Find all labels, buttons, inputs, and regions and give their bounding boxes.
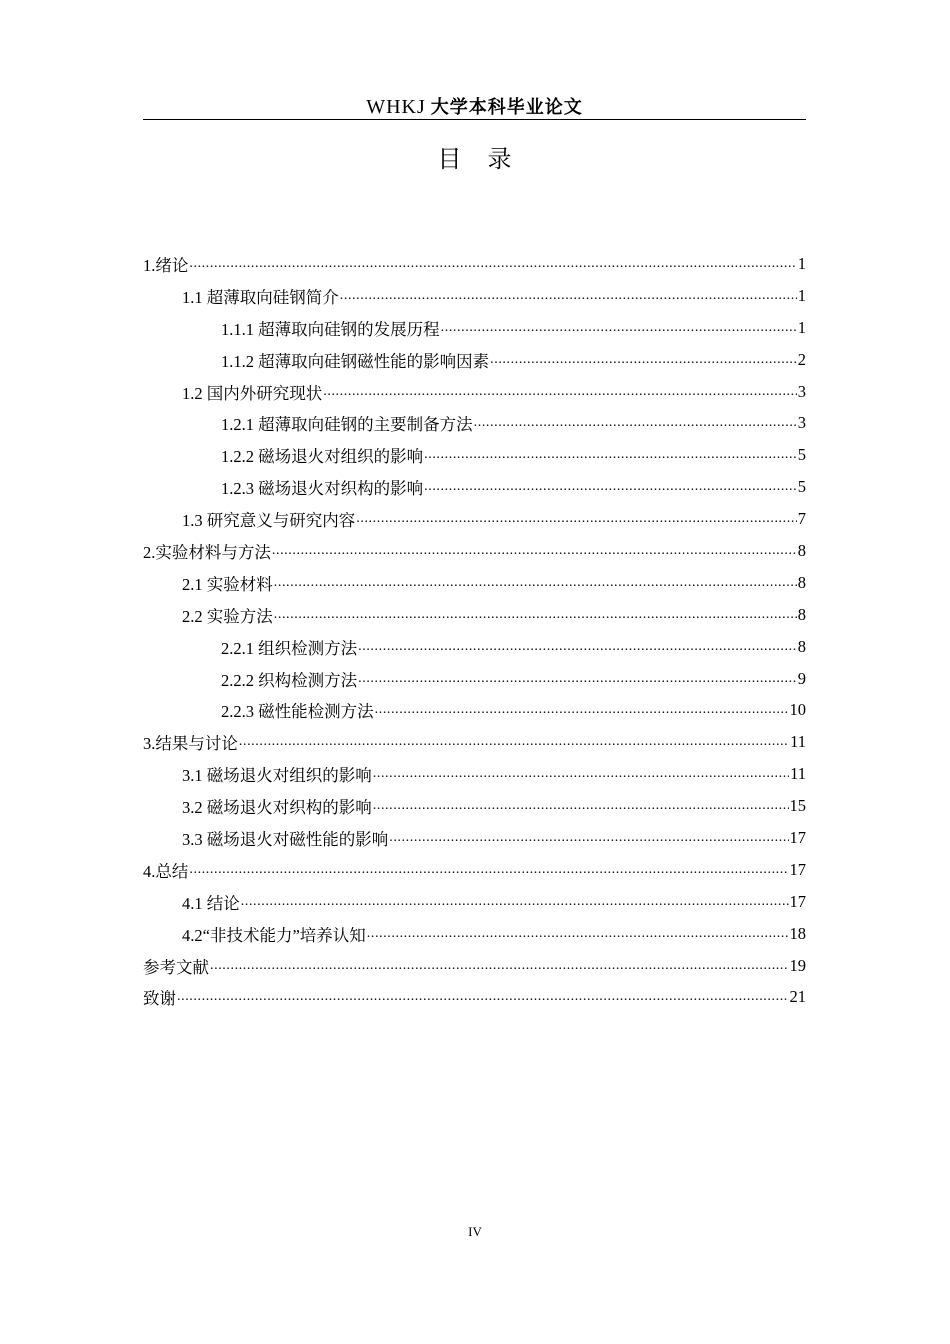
toc-entry-page: 2 (797, 349, 806, 369)
toc-entry-label: 2.实验材料与方法 (143, 542, 271, 562)
toc-entry-label: 3.结果与讨论 (143, 734, 238, 754)
toc-entry-label: 1.2 国内外研究现状 (182, 383, 323, 403)
toc-entry[interactable] (143, 854, 806, 886)
toc-entry[interactable] (143, 376, 806, 408)
toc-entry-page: 17 (789, 827, 806, 847)
toc-leader-dots (274, 605, 797, 625)
toc-leader-dots (189, 254, 796, 274)
toc-leader-dots (358, 637, 797, 657)
toc-entry[interactable] (143, 407, 806, 439)
toc-entry[interactable] (143, 567, 806, 599)
toc-entry-page: 1 (797, 317, 806, 337)
toc-leader-dots (356, 509, 797, 529)
toc-entry-page: 1 (797, 285, 806, 305)
toc-leader-dots (375, 700, 789, 720)
toc-entry-label: 2.2.3 磁性能检测方法 (221, 702, 374, 722)
toc-entry-label: 1.1.2 超薄取向硅钢磁性能的影响因素 (221, 351, 490, 371)
toc-entry[interactable] (143, 312, 806, 344)
toc-leader-dots (239, 732, 789, 752)
toc-entry-page: 5 (797, 477, 806, 497)
header-rule (143, 119, 806, 120)
toc-entry-page: 5 (797, 445, 806, 465)
toc-entry-label: 3.1 磁场退火对组织的影响 (182, 766, 372, 786)
toc-entry-page: 8 (797, 540, 806, 560)
toc-entry-label: 4.总结 (143, 861, 189, 881)
toc-entry[interactable] (143, 886, 806, 918)
toc-leader-dots (490, 350, 797, 370)
header-title: 大学本科毕业论文 (430, 97, 583, 118)
toc-entry-label: 参考文献 (143, 957, 209, 977)
toc-entry-label: 2.2.2 织构检测方法 (221, 670, 358, 690)
toc-entry[interactable] (143, 631, 806, 663)
toc-leader-dots (241, 892, 789, 912)
toc-entry-page: 8 (797, 572, 806, 592)
toc-entry[interactable] (143, 663, 806, 695)
toc-entry[interactable] (143, 503, 806, 535)
toc-entry[interactable] (143, 439, 806, 471)
toc-entry-page: 10 (789, 700, 806, 720)
toc-entry-label: 1.2.1 超薄取向硅钢的主要制备方法 (221, 415, 473, 435)
table-of-contents (143, 248, 806, 1013)
toc-entry-page: 17 (789, 859, 806, 879)
toc-entry-label: 1.2.3 磁场退火对织构的影响 (221, 479, 424, 499)
toc-entry-page: 3 (797, 413, 806, 433)
toc-entry-label: 1.1 超薄取向硅钢简介 (182, 287, 339, 307)
toc-leader-dots (272, 541, 797, 561)
toc-entry-label: 1.1.1 超薄取向硅钢的发展历程 (221, 319, 440, 339)
toc-entry[interactable] (143, 599, 806, 631)
toc-entry-page: 17 (789, 891, 806, 911)
toc-entry-page: 3 (797, 381, 806, 401)
running-header (143, 94, 806, 121)
toc-entry-page: 19 (789, 955, 806, 975)
toc-entry-label: 2.2 实验方法 (182, 606, 273, 626)
toc-entry-page: 8 (797, 604, 806, 624)
toc-entry-label: 1.2.2 磁场退火对组织的影响 (221, 447, 424, 467)
toc-leader-dots (340, 286, 797, 306)
toc-entry[interactable] (143, 918, 806, 950)
toc-entry-label: 4.2“非技术能力”培养认知 (182, 925, 366, 945)
toc-entry-page: 18 (789, 923, 806, 943)
toc-leader-dots (210, 956, 789, 976)
toc-leader-dots (373, 796, 789, 816)
toc-entry-label: 3.2 磁场退火对织构的影响 (182, 798, 372, 818)
toc-entry-page: 11 (790, 732, 806, 752)
toc-entry[interactable] (143, 535, 806, 567)
toc-entry[interactable] (143, 981, 806, 1013)
toc-entry[interactable] (143, 790, 806, 822)
toc-leader-dots (373, 764, 789, 784)
toc-entry[interactable] (143, 471, 806, 503)
toc-entry-label: 4.1 结论 (182, 893, 240, 913)
toc-entry-label: 2.1 实验材料 (182, 574, 273, 594)
toc-leader-dots (367, 924, 789, 944)
toc-entry-page: 15 (789, 796, 806, 816)
toc-leader-dots (274, 573, 797, 593)
toc-entry[interactable] (143, 822, 806, 854)
toc-entry-label: 1.绪论 (143, 255, 189, 275)
toc-entry-label: 致谢 (143, 989, 176, 1009)
toc-entry[interactable] (143, 248, 806, 280)
toc-entry-page: 1 (797, 253, 806, 273)
toc-entry-label: 2.2.1 组织检测方法 (221, 638, 358, 658)
header-brand: WHKJ (366, 96, 426, 118)
toc-leader-dots (424, 477, 797, 497)
toc-entry-page: 7 (797, 509, 806, 529)
toc-entry-page: 11 (790, 764, 806, 784)
toc-leader-dots (441, 318, 797, 338)
toc-entry[interactable] (143, 950, 806, 982)
toc-leader-dots (189, 860, 788, 880)
toc-entry-label: 1.3 研究意义与研究内容 (182, 511, 356, 531)
toc-entry-label: 3.3 磁场退火对磁性能的影响 (182, 829, 389, 849)
toc-leader-dots (424, 445, 797, 465)
toc-leader-dots (177, 987, 789, 1007)
toc-entry[interactable] (143, 726, 806, 758)
toc-entry-page: 9 (797, 668, 806, 688)
toc-entry-page: 21 (789, 987, 806, 1007)
toc-leader-dots (358, 669, 797, 689)
toc-leader-dots (389, 828, 788, 848)
toc-title: 目录 (437, 145, 538, 173)
toc-entry[interactable] (143, 280, 806, 312)
toc-entry[interactable] (143, 694, 806, 726)
toc-entry[interactable] (143, 758, 806, 790)
toc-leader-dots (323, 382, 797, 402)
page-number: IV (468, 1224, 482, 1239)
toc-leader-dots (474, 413, 797, 433)
toc-entry[interactable] (143, 344, 806, 376)
toc-entry-page: 8 (797, 636, 806, 656)
